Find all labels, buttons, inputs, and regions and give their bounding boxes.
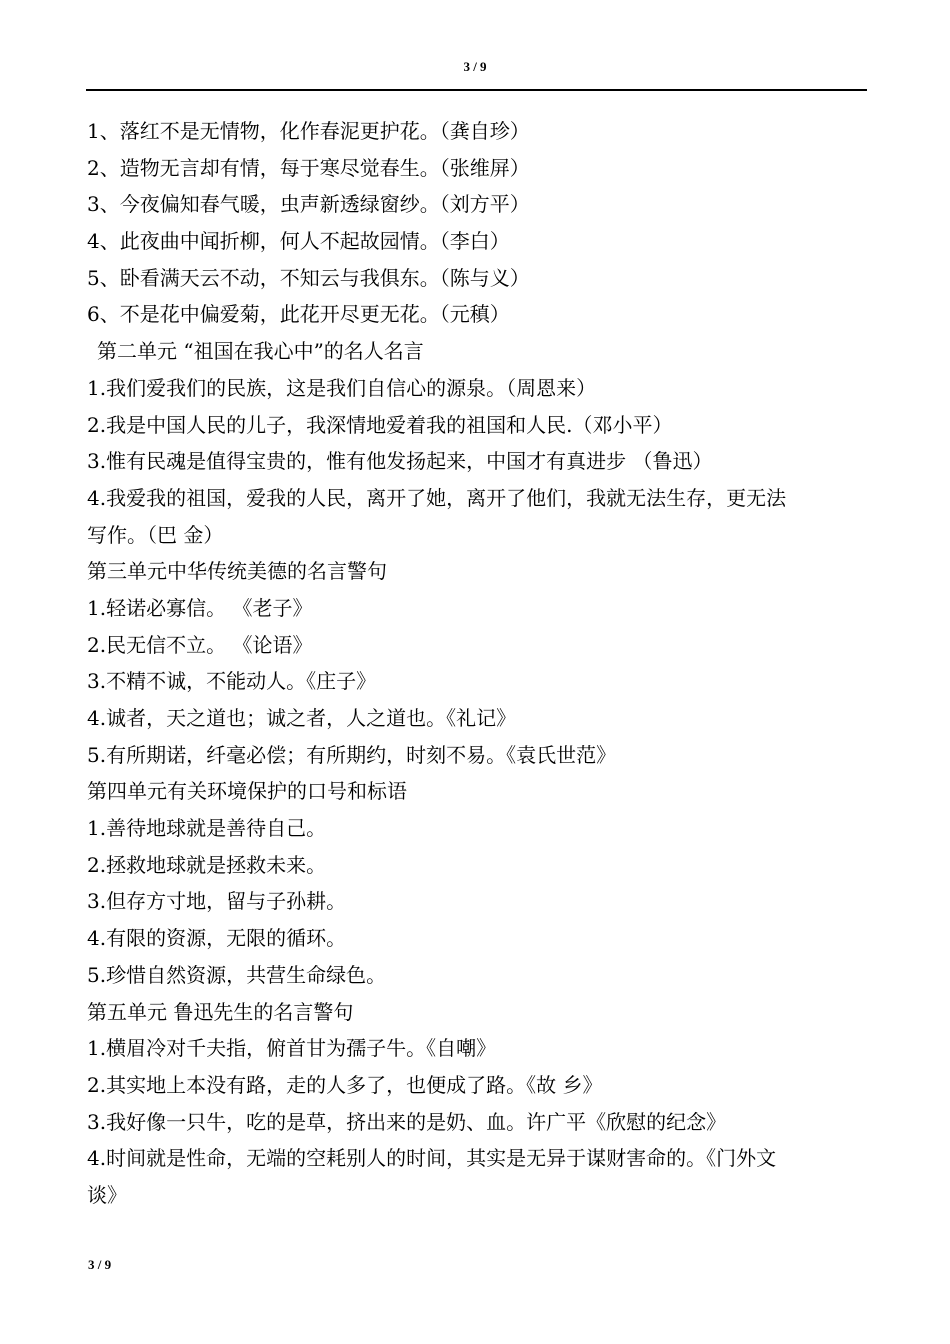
quote-line-continued: 谈》 [87,1182,127,1207]
slogan-line: 4.有限的资源，无限的循环。 [87,926,347,951]
quote-line: 4.我爱我的祖国，爱我的人民，离开了她，离开了他们，我就无法生存，更无法 [87,485,787,510]
quote-line: 2.其实地上本没有路，走的人多了，也便成了路。《故 乡》 [87,1072,603,1097]
quote-line: 1.横眉冷对千夫指，俯首甘为孺子牛。《自嘲》 [87,1036,497,1061]
poem-line-6: 6、不是花中偏爱菊，此花开尽更无花。（元稹） [87,302,510,327]
slogan-line: 5.珍惜自然资源，共营生命绿色。 [87,962,387,987]
quote-line: 3.我好像一只牛，吃的是草，挤出来的是奶、血。许广平《欣慰的纪念》 [87,1109,727,1134]
quote-line: 2.民无信不立。 《论语》 [87,632,313,657]
document-body [87,113,872,1214]
header-divider [86,89,867,91]
quote-line: 4.诚者，天之道也；诚之者，人之道也。《礼记》 [87,706,517,730]
slogan-line: 1.善待地球就是善待自己。 [87,816,327,841]
quote-line: 3.不精不诚，不能动人。《庄子》 [87,669,377,694]
quote-line-continued: 写作。（巴 金） [87,522,224,547]
slogan-line: 2.拯救地球就是拯救未来。 [87,852,327,877]
section-heading-unit-5: 第五单元 鲁迅先生的名言警句 [87,999,354,1024]
page-header-number: 3 / 9 [463,59,487,74]
poem-line-1: 1、落红不是无情物，化作春泥更护花。（龚自珍） [87,119,530,143]
page-footer-number: 3 / 9 [88,1257,112,1272]
quote-line: 2.我是中国人民的儿子，我深情地爱着我的祖国和人民.（邓小平） [87,412,673,437]
section-heading-unit-4: 第四单元有关环境保护的口号和标语 [87,779,407,804]
quote-line: 4.时间就是性命，无端的空耗别人的时间，其实是无异于谋财害命的。《门外文 [87,1146,777,1171]
quote-line: 5.有所期诺，纤毫必偿；有所期约，时刻不易。《袁氏世范》 [87,742,617,767]
quote-line: 1.我们爱我们的民族，这是我们自信心的源泉。（周恩来） [87,375,597,400]
section-heading-unit-2: 第二单元 “祖国在我心中”的名人名言 [97,339,424,364]
poem-line-4: 4、此夜曲中闻折柳，何人不起故园情。（李白） [87,229,510,254]
poem-line-3: 3、今夜偏知春气暖，虫声新透绿窗纱。（刘方平） [87,192,530,217]
poem-line-2: 2、造物无言却有情，每于寒尽觉春生。（张维屏） [87,155,530,180]
slogan-line: 3.但存方寸地，留与子孙耕。 [87,889,347,914]
section-heading-unit-3: 第三单元中华传统美德的名言警句 [87,559,387,584]
poem-line-5: 5、卧看满天云不动，不知云与我俱东。（陈与义） [87,265,530,290]
quote-line: 1.轻诺必寡信。 《老子》 [87,595,313,620]
quote-line: 3.惟有民魂是值得宝贵的，惟有他发扬起来，中国才有真进步 （鲁迅） [87,449,713,474]
